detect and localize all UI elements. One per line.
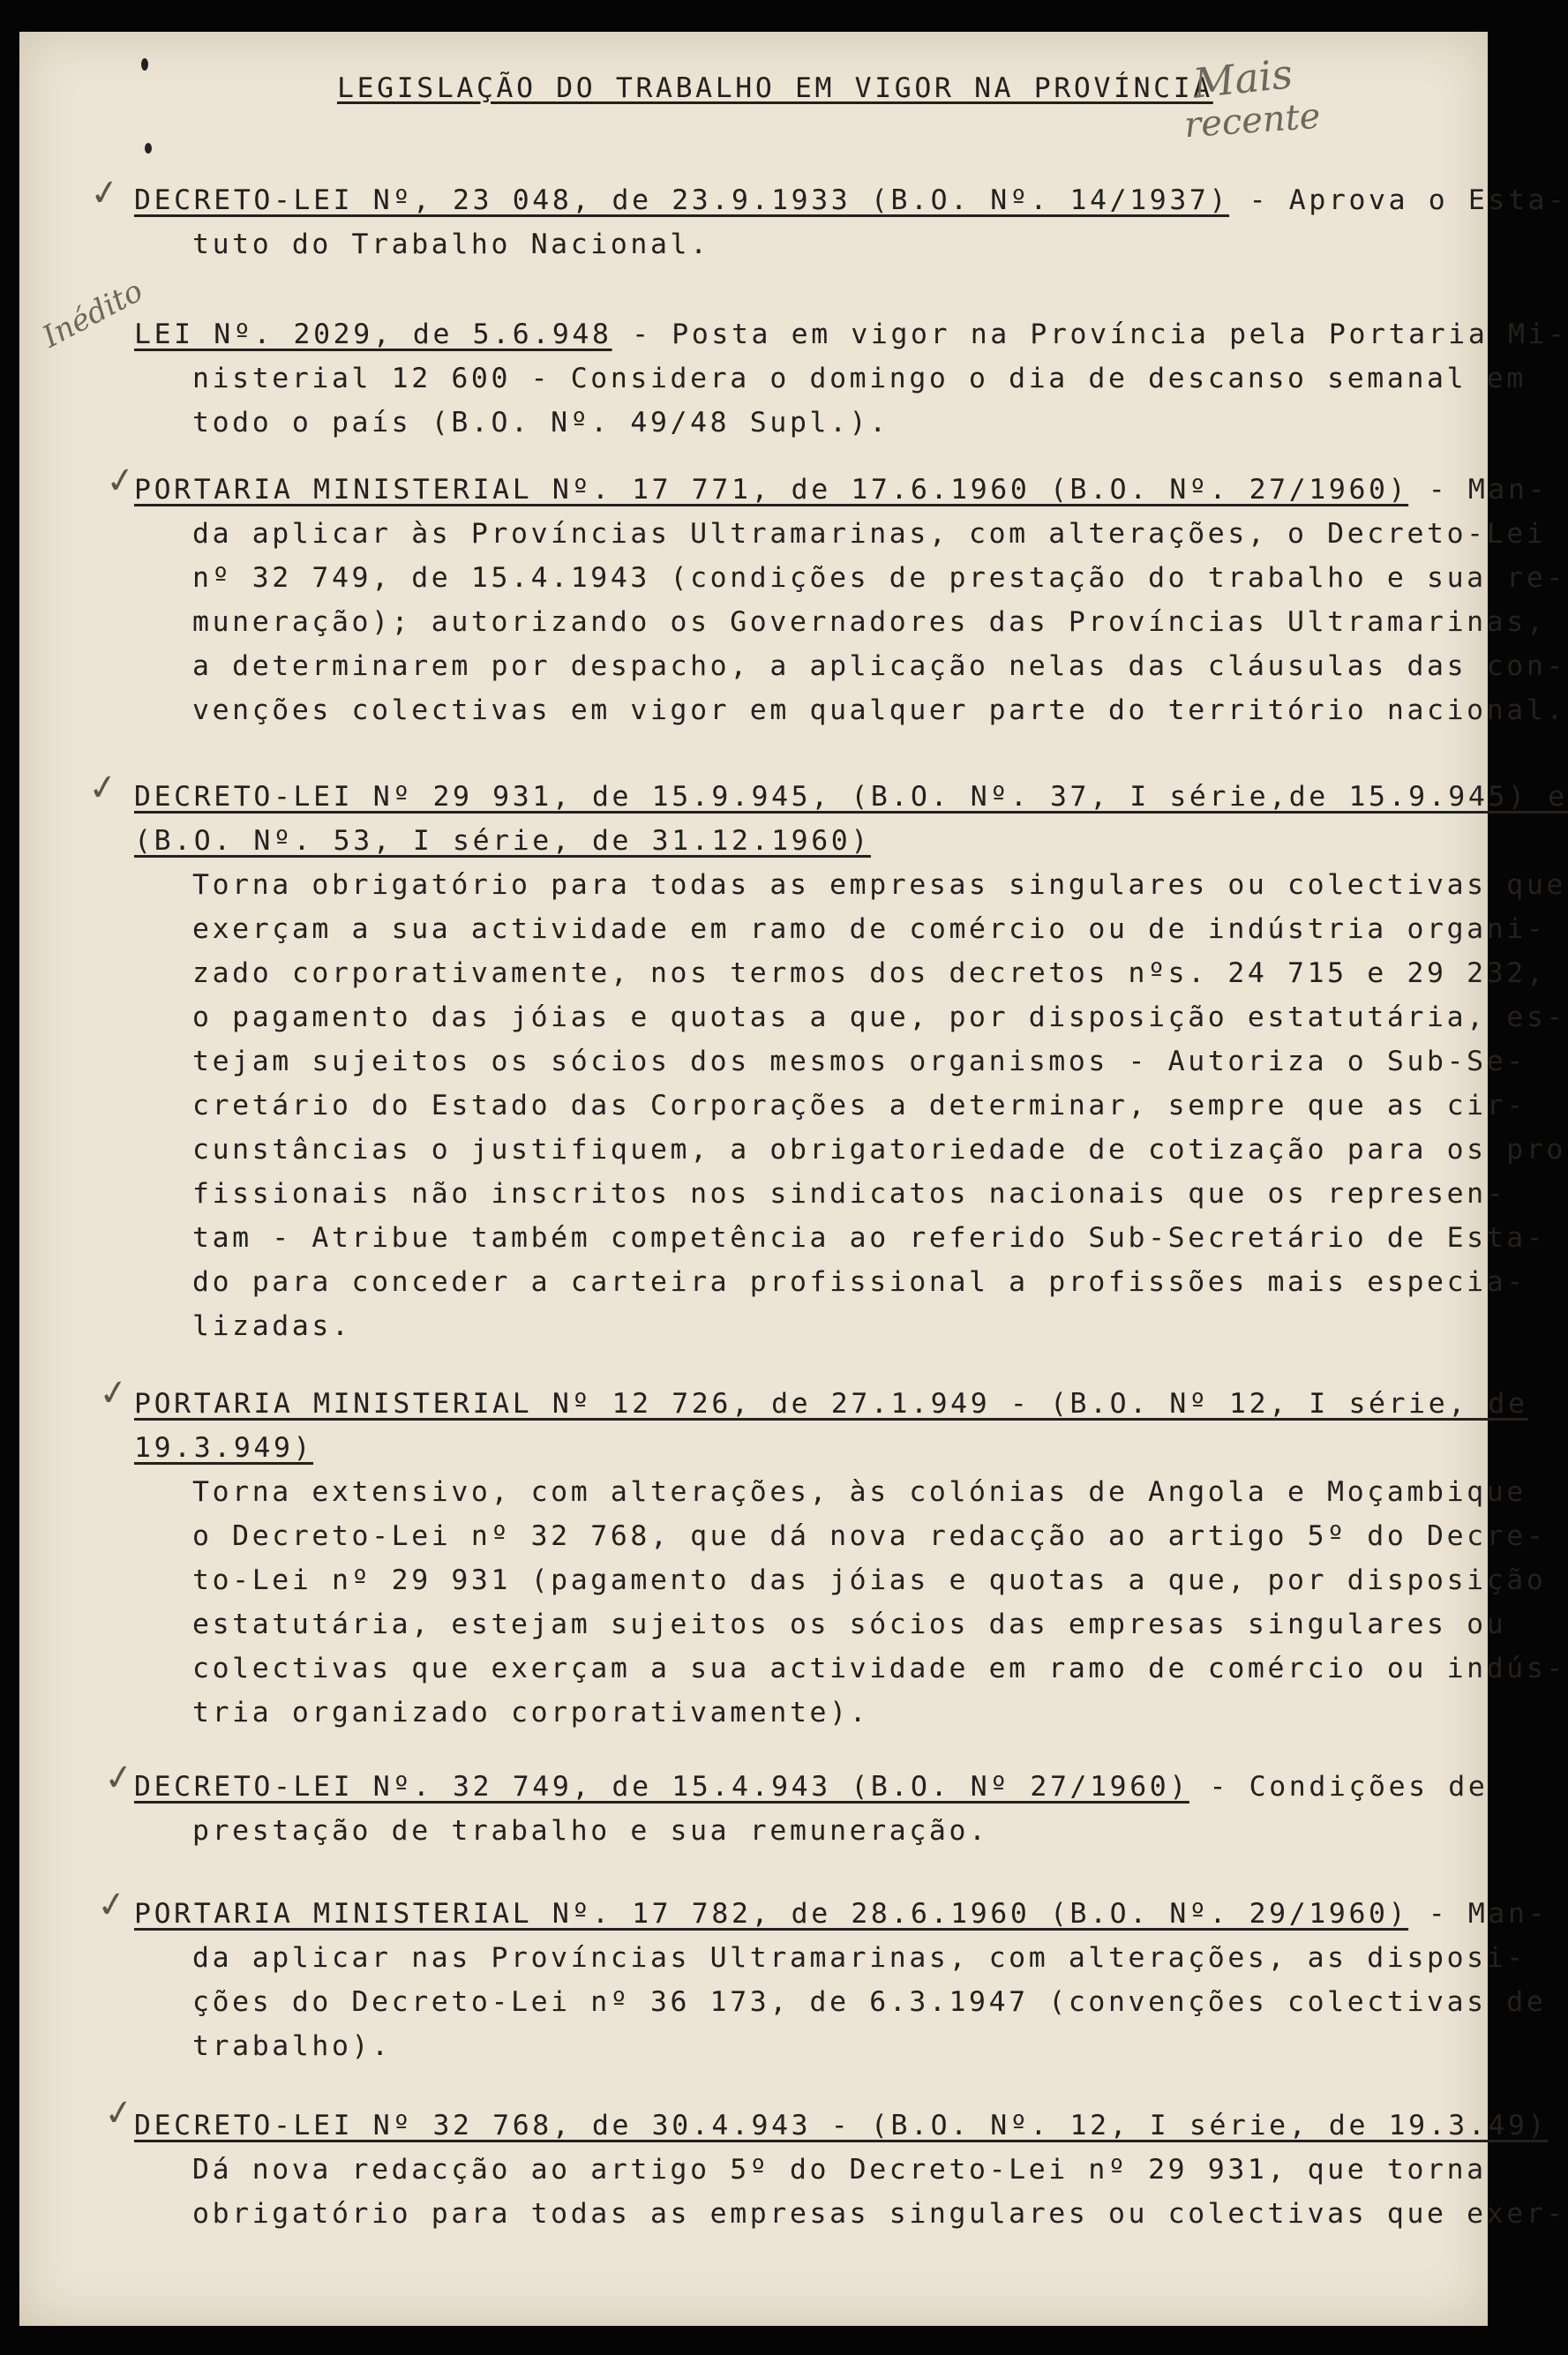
legislation-entry — [134, 178, 1568, 266]
entry-heading-line — [134, 1765, 1489, 1809]
check-mark-icon: ✓ — [101, 2090, 137, 2136]
handwritten-note-mais: Mais — [1190, 49, 1295, 108]
entry-heading: PORTARIA MINISTERIAL Nº 12 726, de 27.1.949 - (B.O. Nº 12, I série, de — [134, 1388, 1528, 1420]
entry-heading-suffix: - Man- — [1408, 474, 1549, 506]
entry-text-line: lizadas. — [192, 1310, 352, 1342]
entry-text-line: zado corporativamente, nos termos dos decretos nºs. 24 715 e 29 232, — [192, 957, 1547, 989]
entry-heading-continued: 19.3.949) — [134, 1432, 314, 1464]
handwritten-note-recente: recente — [1182, 95, 1322, 146]
entry-text-line: trabalho). — [192, 2030, 392, 2062]
document-page — [19, 32, 1568, 2326]
entry-text-line: nisterial 12 600 - Considera o domingo o dia de descanso semanal em — [192, 363, 1527, 394]
entry-heading-suffix: - Posta em vigor na Província pela Portaria Mi- — [611, 319, 1568, 350]
handwritten-note-inedito: Inédito — [36, 273, 149, 356]
entry-text-line: Torna extensivo, com alterações, às colónias de Angola e Moçambique — [192, 1476, 1527, 1508]
binder-hole-bottom — [145, 143, 152, 154]
entry-text-line: o pagamento das jóias e quotas a que, por disposição estatutária, es- — [192, 1001, 1566, 1033]
entry-text-line: o Decreto-Lei nº 32 768, que dá nova redacção ao artigo 5º do Decre- — [192, 1520, 1547, 1552]
legislation-entry — [134, 775, 1568, 1348]
check-mark-icon: ✓ — [102, 458, 139, 504]
entry-text-line: prestação de trabalho e sua remuneração. — [192, 1815, 989, 1847]
entry-heading-line — [134, 1426, 1458, 1470]
entry-heading: DECRETO-LEI Nº. 32 749, de 15.4.943 (B.O. Nº 27/1960) — [134, 1771, 1189, 1803]
entry-text-line: to-Lei nº 29 931 (pagamento das jóias e quotas a que, por disposição — [192, 1564, 1547, 1596]
entry-text-line: do para conceder a carteira profissional a profissões mais especia- — [192, 1266, 1527, 1298]
entry-heading-line — [134, 1892, 1549, 1936]
legislation-entry — [134, 1765, 1489, 1853]
legislation-entry — [134, 468, 1566, 732]
entry-text-line: tejam sujeitos os sócios dos mesmos organismos - Autoriza o Sub-Se- — [192, 1046, 1527, 1077]
entry-text-line: da aplicar nas Províncias Ultramarinas, com alterações, as disposi- — [192, 1942, 1527, 1974]
entry-heading-line — [134, 775, 1568, 819]
entry-text-line: tuto do Trabalho Nacional. — [192, 229, 710, 260]
entry-heading: DECRETO-LEI Nº 32 768, de 30.4.943 - (B.O. Nº. 12, I série, de 19.3.49) — [134, 2110, 1549, 2141]
page-title: LEGISLAÇÃO DO TRABALHO EM VIGOR NA PROVÍNCIA — [337, 72, 1213, 104]
entry-text-line: venções colectivas em vigor em qualquer parte do território nacional. — [192, 694, 1566, 726]
entry-text-line: estatutária, estejam sujeitos os sócios das empresas singulares ou — [192, 1609, 1507, 1640]
entry-heading-line — [134, 312, 1568, 356]
legislation-entry — [134, 1892, 1549, 2068]
entry-text-line: tam - Atribue também competência ao referido Sub-Secretário de Esta- — [192, 1222, 1547, 1254]
entry-heading-line — [134, 1382, 1528, 1426]
entry-text-line: Dá nova redacção ao artigo 5º do Decreto-Lei nº 29 931, que torna — [192, 2154, 1487, 2186]
entry-text-line: obrigatório para todas as empresas singulares ou colectivas que exer- — [192, 2198, 1566, 2230]
entry-text-line: muneração); autorizando os Governadores das Províncias Ultramarinas, — [192, 606, 1547, 638]
entry-heading-line — [134, 2104, 1549, 2148]
entry-text-line: cretário do Estado das Corporações a determinar, sempre que as cir- — [192, 1090, 1527, 1121]
entry-heading: LEI Nº. 2029, de 5.6.948 — [134, 319, 612, 350]
entry-heading-continued: (B.O. Nº. 53, I série, de 31.12.1960) — [134, 825, 871, 857]
legislation-entry — [134, 2104, 1566, 2236]
check-mark-icon: ✓ — [85, 765, 121, 811]
legislation-entry — [134, 312, 1568, 445]
legislation-entry — [134, 1382, 1566, 1735]
check-mark-icon: ✓ — [101, 1755, 137, 1801]
entry-text-line: da aplicar às Províncias Ultramarinas, com alterações, o Decreto-Lei — [192, 518, 1547, 550]
entry-heading-suffix: - Aprova o Esta- — [1229, 184, 1568, 216]
entry-text-line: nº 32 749, de 15.4.1943 (condições de prestação do trabalho e sua re- — [192, 562, 1566, 594]
check-mark-icon: ✓ — [94, 1882, 130, 1928]
entry-heading: PORTARIA MINISTERIAL Nº. 17 782, de 28.6.1960 (B.O. Nº. 29/1960) — [134, 1898, 1409, 1930]
entry-heading-suffix: - Condições de — [1189, 1771, 1489, 1803]
check-mark-icon: ✓ — [95, 1370, 131, 1416]
entry-text-line: ções do Decreto-Lei nº 36 173, de 6.3.1947 (convenções colectivas de — [192, 1986, 1547, 2018]
entry-text-line: fissionais não inscritos nos sindicatos nacionais que os represen- — [192, 1178, 1507, 1210]
entry-text-line: a determinarem por despacho, a aplicação nelas das cláusulas das con- — [192, 650, 1566, 682]
entry-heading-line — [134, 178, 1568, 222]
binder-hole-top — [141, 58, 148, 71]
entry-text-line: cunstâncias o justifiquem, a obrigatoriedade de cotização para os pro — [192, 1134, 1566, 1166]
entry-heading-line — [134, 819, 1458, 863]
entry-text-line: Torna obrigatório para todas as empresas singulares ou colectivas que — [192, 869, 1566, 901]
entry-text-line: exerçam a sua actividade em ramo de comércio ou de indústria organi- — [192, 913, 1547, 945]
entry-heading: DECRETO-LEI Nº, 23 048, de 23.9.1933 (B.O. Nº. 14/1937) — [134, 184, 1230, 216]
entry-heading-suffix: - Man- — [1408, 1898, 1549, 1930]
entry-text-line: tria organizado corporativamente). — [192, 1697, 870, 1729]
entry-heading-line — [134, 468, 1549, 512]
entry-text-line: todo o país (B.O. Nº. 49/48 Supl.). — [192, 407, 889, 439]
entry-text-line: colectivas que exerçam a sua actividade em ramo de comércio ou indús- — [192, 1653, 1566, 1684]
check-mark-icon: ✓ — [86, 170, 123, 216]
entry-heading: DECRETO-LEI Nº 29 931, de 15.9.945, (B.O. Nº. 37, I série,de 15.9.945) e — [134, 781, 1568, 813]
entry-heading: PORTARIA MINISTERIAL Nº. 17 771, de 17.6.1960 (B.O. Nº. 27/1960) — [134, 474, 1409, 506]
